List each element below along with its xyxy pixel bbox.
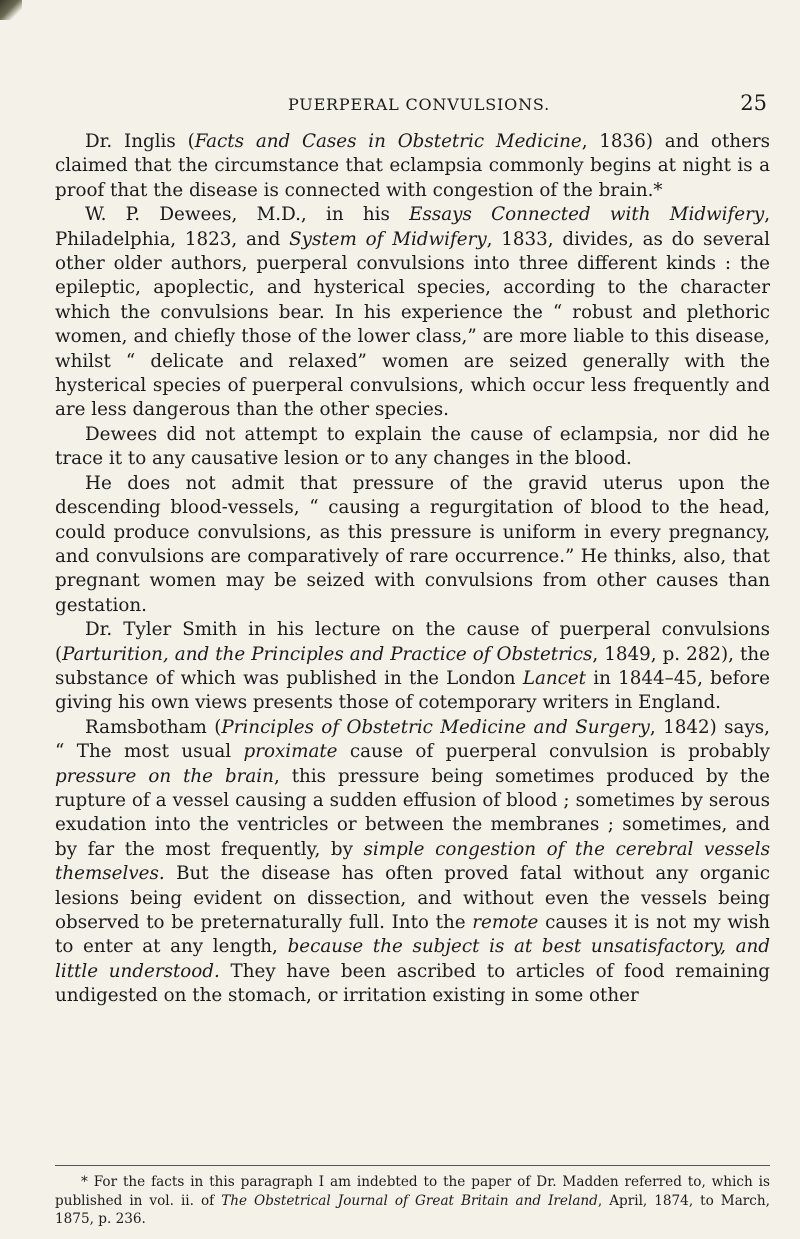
paragraph-text: , 1842) says, “ The most usual bbox=[55, 716, 770, 763]
paragraph-tyler-smith bbox=[55, 618, 770, 716]
paragraph-text: Dewees did not attempt to explain the cause of eclampsia, nor did he trace it to any causative lesion or to any changes in the blood. bbox=[55, 423, 770, 470]
body-text bbox=[55, 130, 770, 1009]
running-title: PUERPERAL CONVULSIONS. bbox=[288, 95, 550, 114]
paragraph-text: W. P. Dewees, M.D., in his bbox=[85, 204, 410, 226]
page-number: 25 bbox=[740, 91, 767, 115]
paragraph-text: cause of puerperal convulsion is probably bbox=[337, 741, 770, 763]
footnote-text: * For the facts in this paragraph I am indebted to the paper of Dr. Madden referred to, which is published in vol. ii. of bbox=[55, 1174, 770, 1209]
paragraph-italic-text: pressure on the brain bbox=[55, 765, 274, 787]
page-corner-shadow bbox=[0, 0, 22, 20]
paragraph-italic-text: System of Midwifery bbox=[289, 228, 487, 250]
paragraph-italic-text: simple congestion of the cerebral vessels themselves. bbox=[55, 838, 770, 885]
paragraph-dewees-kinds bbox=[55, 203, 770, 423]
paragraph-italic-text: because the subject is at best unsatisfactory, and little understood. bbox=[55, 936, 771, 982]
paragraph-inglis bbox=[55, 130, 770, 203]
footnote bbox=[55, 1173, 770, 1229]
paragraph-gravid-uterus bbox=[55, 472, 770, 618]
paragraph-ramsbotham bbox=[55, 716, 770, 1009]
paragraph-italic-text: Essays Connected with Midwifery bbox=[409, 204, 765, 226]
footnote-text: , April, 1874, to March, 1875, p. 236. bbox=[55, 1192, 770, 1227]
paragraph-text: Dr. Tyler Smith in his lecture on the cause of puerperal convulsions ( bbox=[55, 619, 770, 665]
paragraph-italic-text: remote bbox=[472, 912, 539, 933]
paragraph-italic-text: Parturition, and the Principles and Practice of Obstetrics bbox=[62, 643, 593, 665]
paragraph-text: , 1849, p. 282), the substance of which was published in the London bbox=[55, 643, 770, 689]
paragraph-dewees-cause bbox=[55, 423, 770, 472]
paragraph-text: Ramsbotham ( bbox=[85, 716, 222, 738]
paragraph-text: , Philadelphia, 1823, and bbox=[55, 204, 770, 250]
paragraph-text: , 1833, divides, as do several other older authors, puerperal convulsions into three different kinds : the epileptic, apoplectic, and hysterical species, according to the character which the convulsions bear. In his experience the “ robust and plethoric women, and chiefly those of the lower class,” are more liable to this disease, whilst “ delicate and relaxed” women are seized generally with the hysterical species of puerperal convulsions, which occur less frequently and are less dangerous than the other species. bbox=[55, 228, 771, 421]
paragraph-italic-text: proximate bbox=[243, 741, 338, 763]
paragraph-text: , this pressure being sometimes produced by the rupture of a vessel causing a sudden effusion of blood ; sometimes by serous exudation into the ventricles or between the membranes ; sometimes, and by far the most frequently, by bbox=[55, 765, 770, 860]
footnote-italic-text: The Obstetrical Journal of Great Britain and Ireland bbox=[221, 1192, 598, 1209]
paragraph-italic-text: Principles of Obstetric Medicine and Surgery bbox=[221, 716, 650, 738]
paragraph-text: Dr. Inglis ( bbox=[85, 131, 195, 152]
footnote-rule bbox=[55, 1165, 770, 1166]
paragraph-italic-text: Facts and Cases in Obstetric Medicine bbox=[194, 131, 582, 152]
paragraph-italic-text: Lancet bbox=[522, 667, 587, 689]
page-header bbox=[55, 91, 767, 121]
paragraph-text: But the disease has often proved fatal without any organic lesions being evident on dissection, and without even the vessels being observed to be preternaturally full. Into the bbox=[55, 863, 770, 933]
paragraph-text: They have been ascribed to articles of food remaining undigested on the stomach, or irritation existing in some other bbox=[55, 960, 770, 1007]
paragraph-text: He does not admit that pressure of the gravid uterus upon the descending blood-vessels, “ causing a regurgitation of blood to the head, could produce convulsions, as this pressure is uniform in every pregnancy, and convulsions are comparatively of rare occurrence.” He thinks, also, that pregnant women may be seized with convulsions from other causes than gestation. bbox=[55, 472, 770, 616]
paragraph-text: in 1844–45, before giving his own views presents those of cotemporary writers in England. bbox=[55, 667, 770, 714]
paragraph-text: , 1836) and others claimed that the circumstance that eclampsia commonly begins at night is a proof that the disease is connected with congestion of the brain.* bbox=[55, 131, 771, 201]
paragraph-text: causes it is not my wish to enter at any length, bbox=[55, 912, 770, 958]
